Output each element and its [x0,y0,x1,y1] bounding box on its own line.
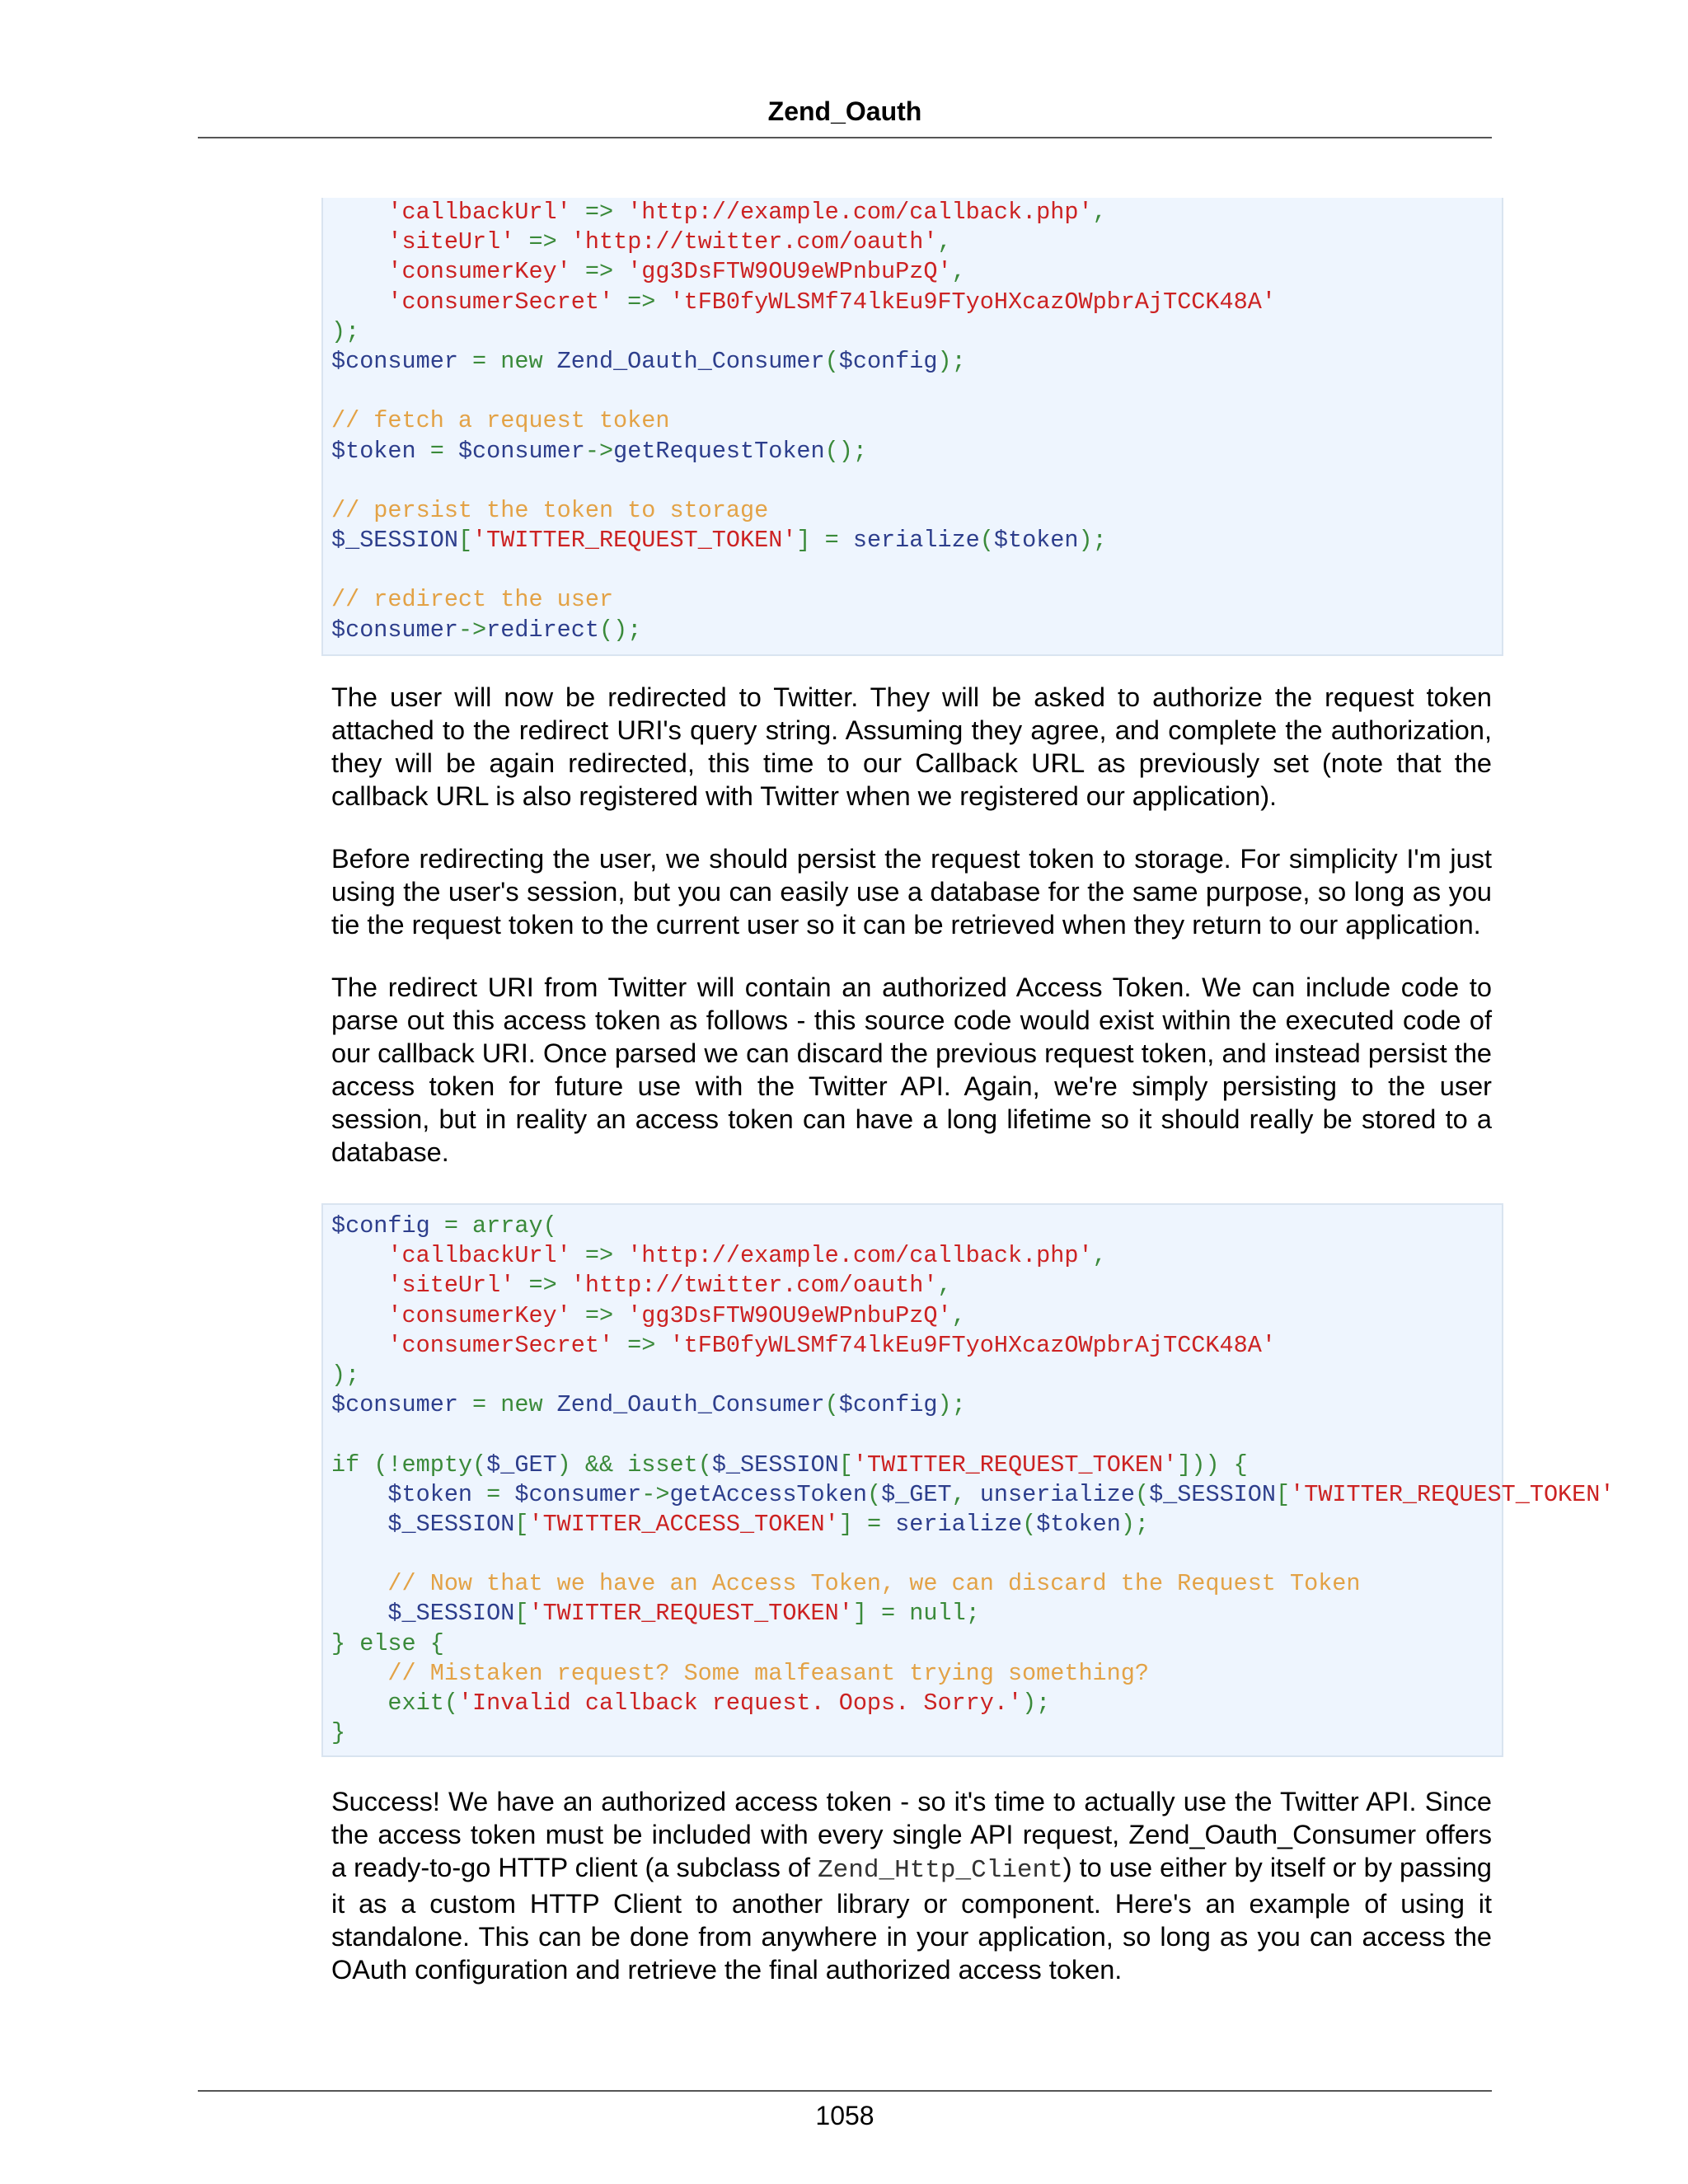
code-token: // fetch a request token [331,407,670,435]
code-token: ( [979,527,994,555]
code-token: redirect [486,616,599,644]
code-token: [ [838,1451,853,1479]
code-line [331,1480,1614,1510]
code-line [331,1241,1614,1271]
code-token: => [570,258,628,286]
code-line [331,257,1276,287]
code-token: $_SESSION [711,1451,839,1479]
code-token: -> [457,616,487,644]
code-token: $consumer [331,1391,458,1419]
code-token: ); [331,1361,360,1389]
code-line [331,1420,1614,1450]
header-divider [198,137,1492,138]
code-token: ); [331,317,360,345]
code-token: ( [824,347,839,375]
code-token: Zend_Oauth_Consumer [556,1391,825,1419]
code-token: 'siteUrl' [387,228,515,256]
code-line [331,1718,1614,1748]
code-token: } [331,1629,360,1657]
code-token: = [472,1480,515,1508]
code-line [331,406,1276,436]
code-token: 'consumerSecret' [387,288,614,316]
code-token: 'Invalid callback request. Oops. Sorry.' [457,1690,1023,1717]
code-line [331,227,1276,257]
code-token: empty [401,1451,473,1479]
paragraph-persist-token: Before redirecting the user, we should persist the request token to storage. For simplicity I'm just using the user's session, but you can easily use a database for the same purpose, so long as you tie the request token to the current user so it can be retrieved when they return to our application. [331,844,1492,940]
code-token: $_SESSION [387,1510,515,1538]
code-token: -> [584,437,614,465]
code-token [331,1481,387,1508]
code-token: 'http://twitter.com/oauth' [570,1272,938,1300]
code-token: 'gg3DsFTW9OU9eWPnbuPzQ' [627,258,952,286]
code-token: ( [1134,1480,1150,1508]
code-token: ] [796,527,811,555]
code-token [331,1690,387,1717]
code-token: [ [514,1600,529,1628]
code-token: [ [514,1510,529,1538]
code-token: = [457,1391,501,1419]
code-token: -> [641,1480,670,1508]
code-token: , [937,1272,952,1300]
code-token: = [810,527,853,555]
code-token: } [331,1719,346,1747]
paragraph-success-text-before: Success! We have an authorized access token - so it's time to actually use the Twitter API. Since the access token must be included with every single API request, Zend_Oauth_Consumer offers a ready-to-go HTTP client (a subclass of [331,1787,1492,1882]
code-token: $_GET [881,1480,952,1508]
code-token: 'TWITTER_REQUEST_TOKEN' [528,1600,853,1628]
code-token: serialize [895,1510,1023,1538]
code-token: ); [1022,1690,1051,1717]
code-token: ( [1022,1510,1037,1538]
code-lines [331,1212,1614,1748]
code-token [331,1660,387,1687]
code-token: unserialize [979,1480,1135,1508]
code-token: [ [1276,1480,1291,1508]
code-line [331,317,1276,347]
code-token: ; [965,1600,980,1628]
code-token: ( [542,1212,557,1240]
code-token: 'tFB0fyWLSMf74lkEu9FTyoHXcazOWpbrAjTCCK48A' [669,288,1276,316]
code-token: ); [937,347,966,375]
code-token: // Now that we have an Access Token, we can discard the Request Token [387,1570,1361,1598]
code-token: $consumer [514,1480,642,1508]
code-token: 'gg3DsFTW9OU9eWPnbuPzQ' [627,1301,952,1329]
inline-code-zend-http-client: Zend_Http_Client [818,1856,1063,1885]
code-token: getAccessToken [669,1480,867,1508]
code-token: // redirect the user [331,586,614,614]
code-token: , [1092,1242,1107,1270]
code-token: exit [387,1690,444,1717]
code-line [331,616,1276,645]
code-token: new [500,347,543,375]
code-token: ( [697,1451,712,1479]
code-line [331,496,1276,526]
code-line [331,1390,1614,1420]
code-token: $consumer [457,437,585,465]
code-token: 'http://example.com/callback.php' [627,199,1093,226]
code-block-request-token [321,198,1503,656]
paragraph-access-token: The redirect URI from Twitter will contain an authorized Access Token. We can include code to parse out this access token as follows - this source code would exist within the executed code of our callback URI. Once parsed we can discard the previous request token, and instead persist the access token for future use with the Twitter API. Again, we're simply persisting to the user session, but in reality an access token can have a long lifetime so it should really be stored to a database. [331,972,1492,1167]
code-token: => [613,288,670,316]
code-token: = [852,1510,896,1538]
code-line [331,585,1276,615]
code-token: 'consumerKey' [387,1301,571,1329]
code-token: $consumer [331,616,458,644]
code-token: 'http://example.com/callback.php' [627,1242,1093,1270]
code-token: , [1092,199,1107,226]
code-token [331,1302,387,1329]
code-token: => [570,199,628,226]
code-block-access-token [321,1203,1615,1757]
code-token [331,1242,387,1269]
code-token: ) && [556,1451,628,1479]
code-token: = [429,1212,473,1240]
code-token: 'TWITTER_REQUEST_TOKEN' [1290,1480,1615,1508]
code-token: = [866,1600,910,1628]
code-line [331,1510,1614,1540]
code-token: ] [852,1600,867,1628]
code-token: $token [331,437,416,465]
code-token [331,1332,387,1359]
code-token: null [909,1600,966,1628]
code-token: ); [1120,1510,1150,1538]
code-line [331,555,1276,585]
code-token: isset [627,1451,698,1479]
page-header-title: Zend_Oauth [767,96,922,126]
code-token: ( [472,1451,487,1479]
code-line [331,1629,1614,1659]
code-token [331,228,387,255]
code-line [331,1689,1614,1718]
code-token [331,258,387,285]
code-line [331,437,1276,466]
code-token: new [500,1391,543,1419]
code-token: (); [598,616,642,644]
code-token: (); [824,437,867,465]
page-number: 1058 [815,2101,874,2130]
code-token: $config [838,1391,938,1419]
code-token: , [951,1301,966,1329]
code-token: $config [331,1212,430,1240]
code-token: ( [824,1391,839,1419]
code-token: array [472,1212,543,1240]
code-line [331,1271,1614,1301]
code-token: $token [993,527,1079,555]
code-token: (! [359,1451,402,1479]
code-token: = [457,347,501,375]
code-token: [ [457,527,473,555]
code-token: ); [1078,527,1107,555]
code-line [331,198,1276,227]
paragraph-redirect: The user will now be redirected to Twitter. They will be asked to authorize the request token attached to the redirect URI's query string. Assuming they agree, and complete the authorization, they will be again redirected, this time to our Callback URL as previously set (note that the callback URL is also registered with Twitter when we registered our application). [331,682,1492,811]
code-token: ( [443,1690,458,1717]
code-line [331,1599,1614,1629]
code-line [331,347,1276,377]
code-token [331,288,387,316]
code-token: Zend_Oauth_Consumer [556,347,825,375]
code-token: 'TWITTER_ACCESS_TOKEN' [528,1510,839,1538]
code-token: $token [1036,1510,1121,1538]
code-token [331,1600,387,1627]
paragraph-success-text-after: ) to use either by itself or by passing it as a custom HTTP Client to another library or component. Here's an example of using it standalone. This can be done from anywhere in your application, so long as you can access the OAuth configuration and retrieve the final authorized access token. [331,1853,1492,1985]
code-token: $consumer [331,347,458,375]
footer-divider [198,2090,1492,2092]
code-token: 'TWITTER_REQUEST_TOKEN' [472,527,797,555]
code-token: $_GET [486,1451,557,1479]
code-token: , [951,258,966,286]
code-token: 'tFB0fyWLSMf74lkEu9FTyoHXcazOWpbrAjTCCK48A' [669,1331,1276,1359]
code-line [331,1540,1614,1569]
code-token: => [514,228,571,256]
code-lines [331,198,1276,645]
code-token: 'consumerSecret' [387,1331,614,1359]
code-token: , [951,1480,980,1508]
code-line [331,466,1276,496]
code-token: $token [387,1480,473,1508]
code-token: , [937,228,952,256]
code-token: ( [866,1480,882,1508]
code-line [331,1212,1614,1241]
code-token: 'callbackUrl' [387,199,571,226]
code-token: if [331,1451,360,1479]
code-line [331,1361,1614,1390]
code-token: $config [838,347,938,375]
code-token: // persist the token to storage [331,496,769,524]
code-token: 'consumerKey' [387,258,571,286]
code-token: 'siteUrl' [387,1272,515,1300]
code-line [331,1451,1614,1480]
code-token: getRequestToken [613,437,825,465]
code-token [331,1272,387,1299]
code-token: else [359,1629,416,1657]
code-token: serialize [852,527,980,555]
code-token: // Mistaken request? Some malfeasant trying something? [387,1659,1149,1687]
code-token: { [415,1629,444,1657]
code-line [331,1659,1614,1689]
code-token: => [613,1331,670,1359]
code-token: => [570,1301,628,1329]
code-token [331,199,387,226]
code-token: ); [937,1391,966,1419]
code-line [331,1331,1614,1361]
code-line [331,288,1276,317]
paragraph-success [331,1785,1492,1986]
code-token: 'callbackUrl' [387,1242,571,1270]
code-token: => [570,1242,628,1270]
code-token: 'TWITTER_REQUEST_TOKEN' [852,1451,1178,1479]
code-token: $_SESSION [1149,1480,1276,1508]
code-token: = [415,437,458,465]
code-token: $_SESSION [387,1600,515,1628]
code-token [543,1391,557,1418]
code-line [331,1569,1614,1599]
code-line [331,526,1276,555]
code-token: ])) { [1177,1451,1248,1479]
code-token [331,1511,387,1538]
code-token: => [514,1272,571,1300]
code-token: 'http://twitter.com/oauth' [570,228,938,256]
code-token [543,348,557,375]
code-line [331,377,1276,406]
code-token [331,1570,387,1597]
code-token: ] [838,1510,853,1538]
code-line [331,1301,1614,1331]
code-token: $_SESSION [331,527,458,555]
